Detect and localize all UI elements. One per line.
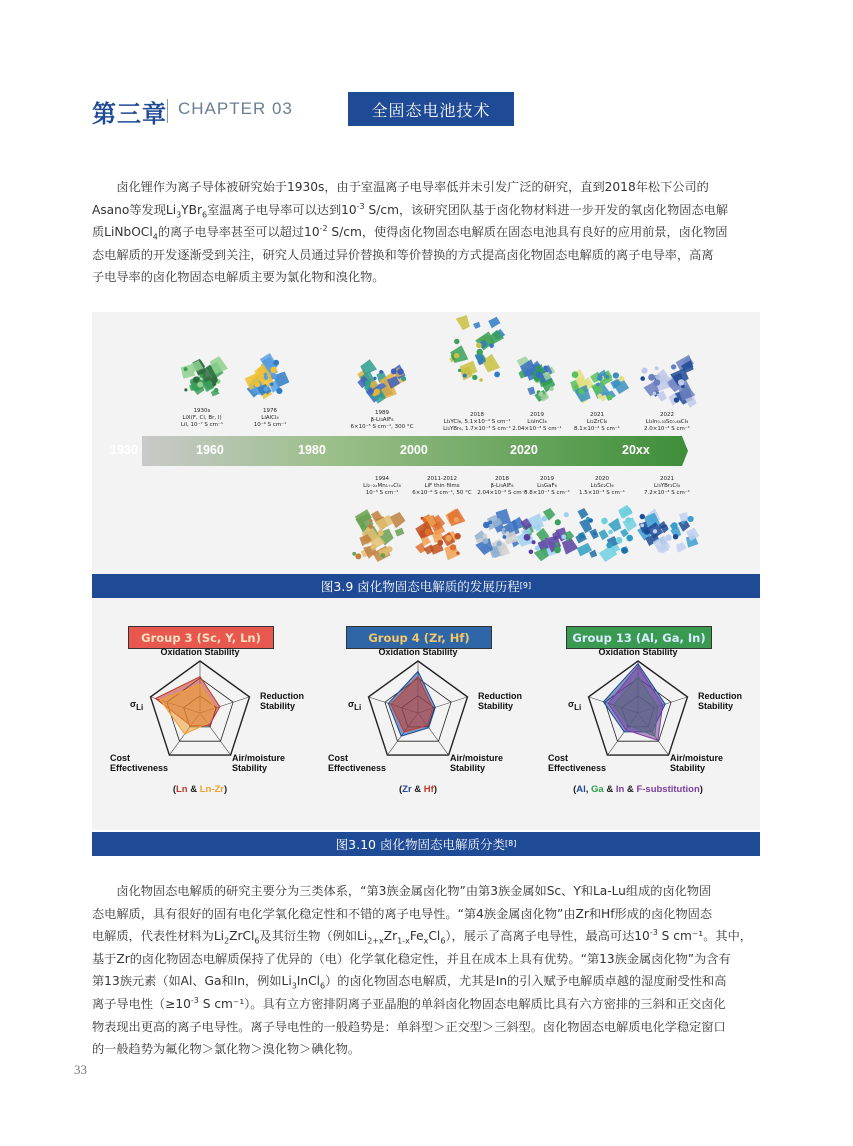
radar-axis-label: Cost Effectiveness xyxy=(110,753,169,773)
crystal-atom xyxy=(674,397,679,402)
crystal-atom xyxy=(505,531,509,535)
crystal-atom xyxy=(654,379,661,386)
timeline-year: 1960 xyxy=(196,443,224,457)
crystal-atom xyxy=(497,541,502,546)
crystal-atom xyxy=(264,373,268,377)
timeline-milestone-label: 2022 Li₂In₀.₃₃Sc₀.₆₆Cl₄ 2.0×10⁻³ S cm⁻¹ xyxy=(644,412,690,432)
chapter-divider xyxy=(167,99,168,123)
crystal-atom xyxy=(572,371,579,378)
text-line: 基于Zr的卤化物固态电解质保持了优异的（电）化学氧化稳定性，并且在成本上具有优势。“第13族金属卤化物”为含有 xyxy=(92,951,731,966)
crystal-atom xyxy=(379,370,383,374)
timeline-year: 1980 xyxy=(298,443,326,457)
crystal-polyhedron xyxy=(619,506,632,518)
crystal-atom xyxy=(545,372,549,376)
crystal-atom xyxy=(640,524,644,528)
text-line: Asano等发现$Li_3YBr_6$室温离子电导率可以达到$10^{-3}$ S/cm，该研究团队基于卤化物材料进一步开发的氧卤化物固态电解 xyxy=(92,201,729,220)
crystal-atom xyxy=(681,521,684,524)
crystal-atom xyxy=(370,544,376,550)
crystal-atom xyxy=(456,552,459,555)
classification-figure xyxy=(92,598,760,830)
timeline-year: 20xx xyxy=(622,443,650,457)
page-number: 33 xyxy=(74,1062,87,1077)
crystal-atom xyxy=(450,544,456,550)
body-paragraph xyxy=(92,880,760,1061)
crystal-atom xyxy=(197,382,203,388)
crystal-atom xyxy=(272,373,277,378)
crystal-atom xyxy=(352,552,356,556)
radar-legend: (Ln & Ln-Zr) xyxy=(172,784,228,795)
crystal-polyhedron xyxy=(577,543,592,557)
crystal-polyhedron xyxy=(488,317,500,329)
crystal-atom xyxy=(380,379,384,383)
timeline-milestone-label: 2020 Li₃Sc₂Cl₆ 1.5×10⁻³ S cm⁻¹ xyxy=(579,476,625,496)
text-line: 电解质，代表性材料为$Li_2ZrCl_6$及其衍生物（例如$Li_{2+x}Zr_{1-x}Fe_xCl_6$），展示了高离子电导性，最高可达$10^{-3}$ S cm⁻¹。其中， xyxy=(92,928,752,946)
crystal-atom xyxy=(378,530,384,536)
timeline-milestone-label: 1994 Li₂₋₂ₓMn₁₊ₓCl₄ 10⁻⁵ S cm⁻¹ xyxy=(363,476,401,496)
crystal-atom xyxy=(483,522,490,529)
radar-axis-label: Cost Effectiveness xyxy=(328,753,387,773)
timeline-year: 1930 xyxy=(110,443,138,457)
crystal-atom xyxy=(401,376,406,381)
crystal-atom xyxy=(606,375,610,379)
section-title-banner xyxy=(348,92,514,126)
crystal-atom xyxy=(532,540,536,544)
crystal-atom xyxy=(655,366,659,370)
crystal-atom xyxy=(578,389,584,395)
crystal-atom xyxy=(616,537,623,544)
group-title-badge: Group 13 (Al, Ga, In) xyxy=(566,626,712,649)
text-line: 离子导电性（$\ge 10^{-3}$ S cm⁻¹）。具有立方密排阴离子亚晶胞的单斜卤化物固态电解质比具有六方密排的三斜和正交卤化 xyxy=(92,995,726,1011)
crystal-atom xyxy=(555,519,561,525)
crystal-atom xyxy=(454,353,460,359)
crystal-atom xyxy=(529,550,534,555)
timeline-milestone-label: 1930s LiX(F, Cl, Br, I) LiI, 10⁻⁷ S cm⁻¹ xyxy=(180,408,224,428)
crystal-atom xyxy=(641,368,647,374)
crystal-atom xyxy=(268,379,271,382)
crystal-atom xyxy=(678,379,684,385)
crystal-atom xyxy=(538,392,543,397)
crystal-atom xyxy=(644,529,650,535)
crystal-polyhedron xyxy=(482,354,500,373)
crystal-atom xyxy=(361,523,365,527)
crystal-atom xyxy=(673,534,678,539)
crystal-polyhedron xyxy=(562,538,578,555)
crystal-atom xyxy=(503,535,507,539)
crystal-polyhedron xyxy=(608,518,621,532)
crystal-atom xyxy=(214,388,218,392)
crystal-polyhedron xyxy=(395,528,405,537)
section-title: 全固态电池技术 xyxy=(371,100,491,120)
crystal-atom xyxy=(543,366,548,371)
crystal-atom xyxy=(421,517,424,520)
radar-axis-label: $\sigma_{Li}$ xyxy=(130,699,144,712)
group-title-badge: Group 3 (Sc, Y, Ln) xyxy=(128,626,274,649)
crystal-atom xyxy=(621,547,628,554)
crystal-atom xyxy=(255,382,261,388)
crystal-polyhedron xyxy=(676,542,687,552)
crystal-atom xyxy=(483,538,489,544)
crystal-atom xyxy=(458,369,461,372)
crystal-atom xyxy=(368,524,373,529)
crystal-atom xyxy=(472,375,477,380)
crystal-atom xyxy=(483,534,487,538)
radar-axis-label: Reduction Stability xyxy=(698,691,742,711)
crystal-atom xyxy=(640,514,645,519)
crystal-atom xyxy=(561,534,566,539)
text-line: 卤化物固态电解质的研究主要分为三类体系，“第3族金属卤化物”由第3族金属如Sc、Y和La-Lu组成的卤化物固 xyxy=(116,884,712,898)
crystal-atom xyxy=(391,368,397,374)
crystal-atom xyxy=(601,518,608,525)
crystal-atom xyxy=(688,516,694,522)
crystal-polyhedron xyxy=(456,315,470,330)
radar-legend: (Al, Ga & In & F-substitution) xyxy=(573,784,703,795)
crystal-atom xyxy=(536,371,543,378)
text-line: 子电导率的卤化物固态电解质主要为氯化物和溴化物。 xyxy=(92,270,385,285)
crystal-atom xyxy=(502,528,505,531)
radar-axis-label: Oxidation Stability xyxy=(160,647,240,657)
crystal-atom xyxy=(690,531,694,535)
crystal-polyhedron xyxy=(679,512,689,522)
radar-axis-label: Air/moisture Stability xyxy=(450,753,504,773)
crystal-atom xyxy=(454,339,459,344)
crystal-atom xyxy=(211,377,218,384)
timeline-milestone-label: 1989 β-Li₃AlF₆ 6×10⁻⁵ S cm⁻¹, 300 °C xyxy=(350,410,414,430)
timeline-milestone-label: 2018 β-Li₃AlF₆ 2.04×10⁻³ S cm⁻¹ xyxy=(477,476,527,496)
crystal-atom xyxy=(626,517,632,523)
crystal-atom xyxy=(193,377,199,383)
figure-caption: 图3.9 卤化物固态电解质的发展历程 [9] xyxy=(92,574,760,598)
crystal-polyhedron xyxy=(598,529,608,540)
crystal-atom xyxy=(549,387,553,391)
crystal-atom xyxy=(564,512,569,517)
crystal-atom xyxy=(454,517,459,522)
radar-axis-label: $\sigma_{Li}$ xyxy=(348,699,362,712)
crystal-atom xyxy=(542,516,548,522)
crystal-atom xyxy=(613,372,619,378)
crystal-atom xyxy=(619,376,625,382)
text-line: 态电解质，具有很好的固有电化学氧化稳定性和不错的离子电导性。“第4族金属卤化物”由Zr和Hf形成的卤化物固态 xyxy=(92,906,713,921)
crystal-atom xyxy=(273,360,279,366)
crystal-atom xyxy=(397,368,404,375)
crystal-atom xyxy=(200,375,203,378)
radar-axis-label: Cost Effectiveness xyxy=(548,753,607,773)
crystal-atom xyxy=(276,388,282,394)
radar-axis-label: Oxidation Stability xyxy=(378,647,458,657)
crystal-atom xyxy=(493,542,497,546)
crystal-atom xyxy=(373,392,377,396)
crystal-atom xyxy=(640,376,645,381)
crystal-atom xyxy=(597,375,603,381)
crystal-atom xyxy=(355,553,361,559)
chapter-label-en: CHAPTER 03 xyxy=(178,99,293,118)
crystal-atom xyxy=(586,517,589,520)
timeline-milestone-label: 2011-2012 LiF thin films 6×10⁻⁹ S cm⁻¹, 50 °C xyxy=(412,476,472,496)
crystal-atom xyxy=(184,388,187,391)
crystal-atom xyxy=(494,372,500,378)
crystal-atom xyxy=(439,528,443,532)
crystal-atom xyxy=(554,546,561,553)
text-line: 第13族元素（如Al、Ga和In，例如$Li_3InCl_6$）的卤化物固态电解质，尤其是In的引入赋予电解质卓越的湿度耐受性和高 xyxy=(92,974,727,991)
crystal-atom xyxy=(665,534,672,541)
crystal-atom xyxy=(270,367,276,373)
radar-axis-label: Air/moisture Stability xyxy=(232,753,286,773)
radar-axis-label: $\sigma_{Li}$ xyxy=(568,699,582,712)
timeline-milestone-label: 2019 Li₃GaF₆ 8.8×10⁻⁷ S cm⁻¹ xyxy=(524,476,570,496)
crystal-atom xyxy=(381,553,386,558)
radar-axis-label: Oxidation Stability xyxy=(598,647,678,657)
crystal-atom xyxy=(653,392,657,396)
caption-text: 图3.9 卤化物固态电解质的发展历程 xyxy=(320,579,520,594)
timeline-arrow-head xyxy=(682,436,688,466)
crystal-atom xyxy=(596,383,599,386)
crystal-atom xyxy=(373,377,376,380)
timeline-year: 2020 xyxy=(510,443,538,457)
crystal-atom xyxy=(535,546,540,551)
text-line: 态电解质的开发逐渐受到关注，研究人员通过异价替换和等价替换的方式提高卤化物固态电解质的离子电导率，高离 xyxy=(92,247,714,262)
crystal-atom xyxy=(184,367,188,371)
crystal-atom xyxy=(479,378,483,382)
crystal-atom xyxy=(365,380,371,386)
crystal-atom xyxy=(437,540,443,546)
text-line: 质LiNbOCl$_4$的离子电导率甚至可以超过$10^{-2}$ S/cm，使得卤化物固态电解质在固态电池具有良好的应用前景，卤化物固 xyxy=(92,224,728,242)
figure-caption: 图3.10 卤化物固态电解质分类 [8] xyxy=(92,832,760,856)
caption-text: 图3.10 卤化物固态电解质分类 xyxy=(335,837,505,852)
crystal-atom xyxy=(607,395,613,401)
crystal-atom xyxy=(264,387,269,392)
timeline-milestone-label: 2019 Li₃InCl₆ 2.04×10⁻³ S cm⁻¹ xyxy=(512,412,562,432)
crystal-atom xyxy=(671,364,676,369)
crystal-atom xyxy=(463,374,467,378)
crystal-atom xyxy=(648,374,655,381)
crystal-atom xyxy=(476,343,482,349)
crystal-atom xyxy=(671,522,678,529)
crystal-atom xyxy=(454,533,460,539)
crystal-atom xyxy=(524,534,531,541)
timeline-year: 2000 xyxy=(400,443,428,457)
crystal-atom xyxy=(489,343,494,348)
crystal-atom xyxy=(477,349,483,355)
crystal-atom xyxy=(387,546,393,552)
crystal-atom xyxy=(606,542,612,548)
crystal-atom xyxy=(653,529,657,533)
text-line: 物表现出更高的离子电导性。离子导电性的一般趋势是：单斜型＞正交型＞三斜型。卤化物固态电解质电化学稳定窗口 xyxy=(92,1019,726,1034)
crystal-atom xyxy=(445,535,451,541)
timeline-milestone-label: 1976 LiAlCl₄ 10⁻⁶ S cm⁻¹ xyxy=(253,408,287,428)
crystal-atom xyxy=(597,394,602,399)
crystal-atom xyxy=(270,383,273,386)
crystal-atom xyxy=(593,532,596,535)
radar-axis-label: Reduction Stability xyxy=(478,691,522,711)
radar-axis-label: Reduction Stability xyxy=(260,691,304,711)
text-line: 卤化锂作为离子导体被研究始于1930s，由于室温离子电导率低并未引发广泛的研究，直到2018年松下公司的 xyxy=(116,180,709,194)
timeline-milestone-label: 2021 Li₂ZrCl₆ 8.1×10⁻⁴ S cm⁻¹ xyxy=(574,412,620,432)
radar-axis-label: Air/moisture Stability xyxy=(670,753,724,773)
crystal-polyhedron xyxy=(473,322,481,329)
crystal-polyhedron xyxy=(527,387,535,396)
crystal-atom xyxy=(555,542,558,545)
radar-legend: (Zr & Hf) xyxy=(398,784,437,795)
crystal-atom xyxy=(608,530,613,535)
crystal-atom xyxy=(425,529,432,536)
crystal-atom xyxy=(370,519,373,522)
group-title-badge: Group 4 (Zr, Hf) xyxy=(346,626,492,649)
timeline-milestone-label: 2018 Li₃YCl₆, 5.1×10⁻⁴ S cm⁻¹ Li₃YBr₆, 1.7×10⁻³ S cm⁻¹ xyxy=(443,412,511,432)
text-line: 的一般趋势为氟化物＞氯化物＞溴化物＞碘化物。 xyxy=(92,1042,361,1057)
intro-paragraph xyxy=(92,176,760,289)
crystal-polyhedron xyxy=(575,532,587,543)
crystal-atom xyxy=(626,535,633,542)
crystal-polyhedron xyxy=(389,512,405,528)
timeline-milestone-label: 2021 Li₃YBr₂Cl₄ 7.2×10⁻³ S cm⁻¹ xyxy=(644,476,690,496)
chapter-number: 第三章 xyxy=(92,100,167,128)
timeline-figure xyxy=(92,312,760,574)
